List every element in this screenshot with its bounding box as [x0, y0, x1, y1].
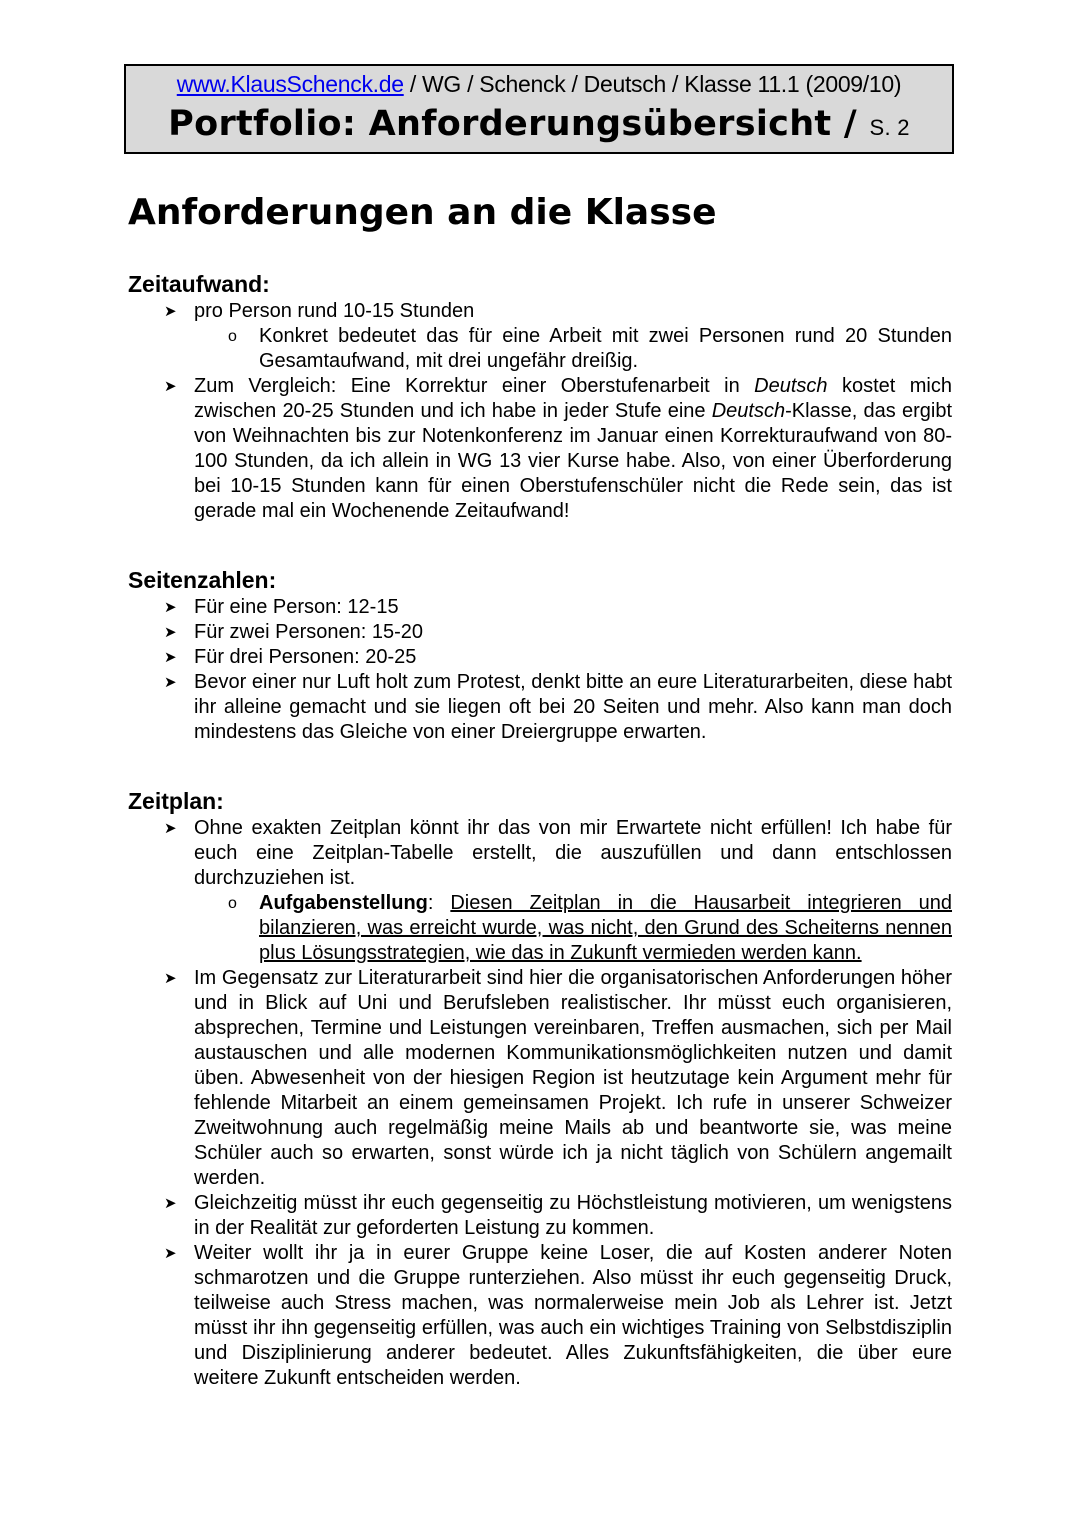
- section-heading: Seitenzahlen:: [128, 567, 277, 593]
- section-heading: Zeitaufwand:: [128, 271, 270, 297]
- list-item: [128, 374, 952, 524]
- section-spacer: [128, 745, 952, 787]
- arrow-bullet-icon: ➤: [164, 599, 177, 616]
- sub-list-item: [128, 324, 952, 374]
- list-item: [128, 1241, 952, 1391]
- list-item-text: Im Gegensatz zur Literaturarbeit sind hier die organisatorischen Anforderungen höher und in Blick auf Uni und Berufsleben realistischer. Ihr müsst euch organisieren, absprechen, Termine und Leistungen vereinbaren, Treffen ausmachen, sich per Mail austauschen und alle modernen Kommunikationsmöglichkeiten nutzen und damit üben. Abwesenheit von der hiesigen Region ist heutzutage kein Argument mehr für fehlende Mitarbeit an einem gemeinsamen Projekt. Ich rufe in unserer Schweizer Zweitwohnung auch regelmäßig meine Mails ab und beantworte sie, was meine Schüler auch so erwarten, sonst würde ich ja nicht täglich von Schülern angemailt werden.: [194, 967, 952, 1189]
- section-zeitaufwand: [128, 270, 952, 524]
- italic-text: Deutsch: [711, 400, 786, 422]
- task-label-colon: :: [427, 892, 451, 914]
- list-item-text: Ohne exakten Zeitplan könnt ihr das von mir Erwartete nicht erfüllen! Ich habe für euch eine Zeitplan-Tabelle erstellt, die auszufüllen und dann entschlossen durchzuziehen ist.: [194, 817, 952, 889]
- list-item: [128, 595, 952, 620]
- bullet-list: [128, 595, 952, 745]
- list-item-text: Zum Vergleich: Eine Korrektur einer Oberstufenarbeit in: [194, 375, 755, 397]
- list-item-text: Gleichzeitig müsst ihr euch gegenseitig zu Höchstleistung motivieren, um wenigstens in der Realität zur geforderten Leistung zu kommen.: [194, 1192, 952, 1239]
- arrow-bullet-icon: ➤: [164, 303, 177, 320]
- list-item-text: -Klasse, das ergibt von Weihnachten bis zur Notenkonferenz im Januar einen Korrekturaufwand von 80-100 Stunden, da ich allein in WG 13 vier Kurse habe. Also, von einer Überforderung bei 10-15 Stunden kann für einen Oberstufenschüler nicht die Rede sein, das ist gerade mal ein Wochenende Zeitaufwand!: [194, 400, 952, 522]
- header-box: [124, 64, 954, 154]
- header-title: Portfolio: Anforderungsübersicht /: [168, 104, 870, 144]
- list-item-text: pro Person rund 10-15 Stunden: [194, 300, 475, 322]
- bullet-list: [128, 816, 952, 1391]
- list-item: [128, 1191, 952, 1241]
- list-item: [128, 816, 952, 891]
- list-item-text: Für drei Personen: 20-25: [194, 646, 417, 668]
- arrow-bullet-icon: ➤: [164, 1245, 177, 1262]
- section-spacer: [128, 524, 952, 566]
- section-zeitplan: [128, 787, 952, 1391]
- italic-text: Deutsch: [754, 375, 828, 397]
- header-title-line: [126, 104, 952, 144]
- arrow-bullet-icon: ➤: [164, 649, 177, 666]
- list-item: [128, 966, 952, 1191]
- list-item: [128, 299, 952, 324]
- bullet-list: [128, 299, 952, 524]
- sub-list-item: [128, 891, 952, 966]
- section-seitenzahlen: [128, 566, 952, 745]
- document-body: [128, 270, 952, 1391]
- circle-bullet-icon: o: [228, 895, 237, 912]
- task-text: Diesen Zeitplan in die Hausarbeit integrieren und bilanzieren, was erreicht wurde, was nicht, den Grund des Scheiterns nennen plus Lösungsstrategien, wie das in Zukunft vermieden werden kann.: [259, 892, 953, 964]
- task-label: Aufgabenstellung: [259, 892, 428, 914]
- circle-bullet-icon: o: [228, 328, 237, 345]
- header-path: / WG / Schenck / Deutsch / Klasse 11.1 (2009/10): [403, 71, 902, 97]
- website-link[interactable]: www.KlausSchenck.de: [176, 71, 404, 97]
- page-title: Anforderungen an die Klasse: [128, 192, 717, 233]
- list-item-text: kostet mich zwischen 20-25 Stunden und ich habe in jeder Stufe eine: [194, 375, 952, 422]
- list-item: [128, 645, 952, 670]
- arrow-bullet-icon: ➤: [164, 624, 177, 641]
- list-item: [128, 620, 952, 645]
- arrow-bullet-icon: ➤: [164, 970, 177, 987]
- arrow-bullet-icon: ➤: [164, 820, 177, 837]
- list-item: [128, 670, 952, 745]
- arrow-bullet-icon: ➤: [164, 378, 177, 395]
- arrow-bullet-icon: ➤: [164, 1195, 177, 1212]
- list-item-text: Für eine Person: 12-15: [194, 596, 399, 618]
- list-item-text: Weiter wollt ihr ja in eurer Gruppe keine Loser, die auf Kosten anderer Noten schmarotzen und die Gruppe runterziehen. Also müsst ihr euch gegenseitig Druck, teilweise auch Stress machen, was normalerweise mein Job als Lehrer ist. Jetzt müsst ihr ihn gegenseitig erfüllen, was auch ein wichtiges Training von Selbstdisziplin und Disziplinierung anderer bedeutet. Alles Zukunftsfähigkeiten, die über eure weitere Zukunft entscheiden werden.: [194, 1242, 952, 1389]
- list-item-text: Konkret bedeutet das für eine Arbeit mit zwei Personen rund 20 Stunden Gesamtaufwand, mit drei ungefähr dreißig.: [259, 325, 952, 372]
- list-item-text: Für zwei Personen: 15-20: [194, 621, 424, 643]
- section-heading: Zeitplan:: [128, 788, 224, 814]
- page-number: S. 2: [869, 115, 910, 140]
- header-source-line: [126, 71, 952, 98]
- list-item-text: Bevor einer nur Luft holt zum Protest, denkt bitte an eure Literaturarbeiten, diese habt ihr alleine gemacht und sie liegen oft bei 20 Seiten und mehr. Also kann man doch mindestens das Gleiche von einer Dreiergruppe erwarten.: [194, 671, 952, 743]
- arrow-bullet-icon: ➤: [164, 674, 177, 691]
